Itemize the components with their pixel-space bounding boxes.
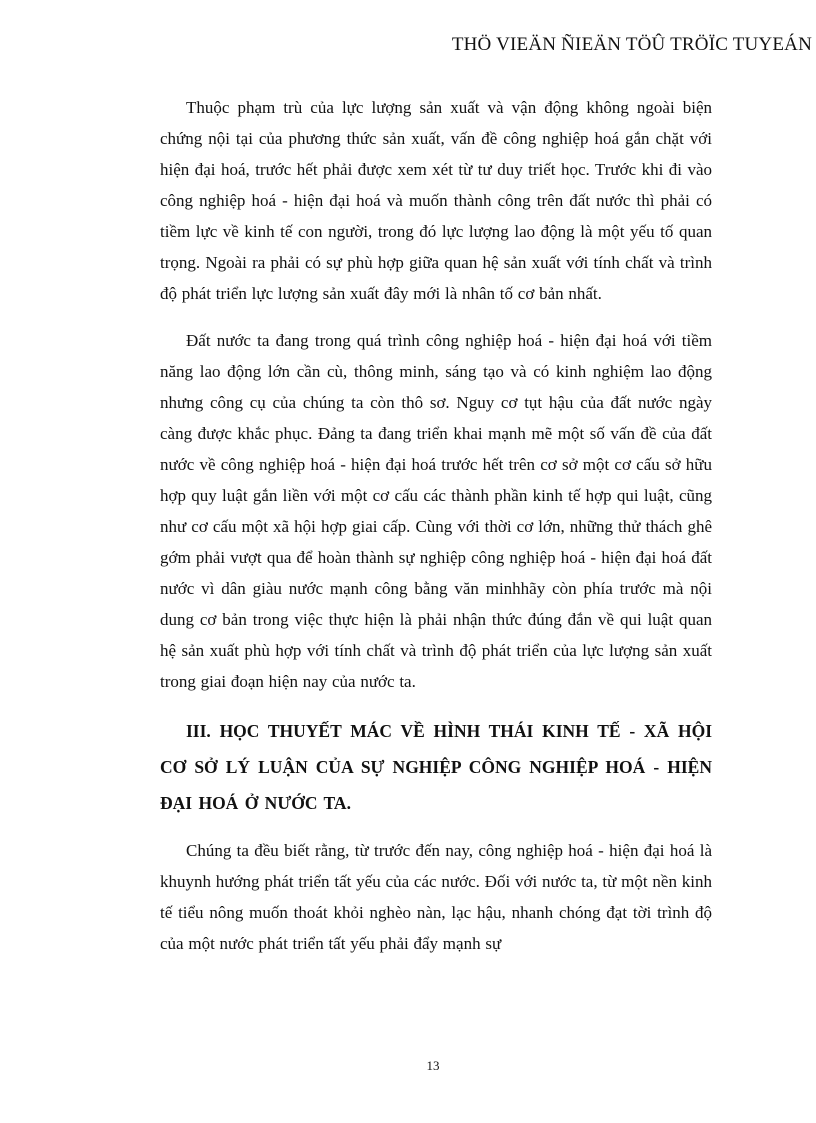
section-heading: III. HỌC THUYẾT MÁC VỀ HÌNH THÁI KINH TẾ - XÃ HỘI CƠ SỞ LÝ LUẬN CỦA SỰ NGHIỆP CÔNG NGHIỆP HOÁ - HIỆN ĐẠI HOÁ Ở NƯỚC TA.	[160, 721, 712, 813]
body-paragraph: Đất nước ta đang trong quá trình công nghiệp hoá - hiện đại hoá với tiềm năng lao động lớn cần cù, thông minh, sáng tạo và có kinh nghiệm lao động nhưng công cụ của chúng ta còn thô sơ. Nguy cơ tụt hậu của đất nước ngày càng được khắc phục. Đảng ta đang triển khai mạnh mẽ một số vấn đề của đất nước về công nghiệp hoá - hiện đại hoá trước hết trên cơ sở một cơ cấu sở hữu hợp quy luật gắn liền với một cơ cấu các thành phần kinh tế hợp qui luật, cũng như cơ cấu một xã hội hợp giai cấp. Cùng với thời cơ lớn, những thử thách ghê gớm phải vượt qua để hoàn thành sự nghiệp công nghiệp hoá - hiện đại hoá đất nước vì dân giàu nước mạnh công bằng văn minhhãy còn phía trước mà nội dung cơ bản trong việc thực hiện là phải nhận thức đúng đắn về qui luật quan hệ sản xuất phù hợp với tính chất và trình độ phát triển của lực lượng sản xuất trong giai đoạn hiện nay của nước ta.	[160, 331, 712, 691]
body-paragraph: Chúng ta đều biết rằng, từ trước đến nay, công nghiệp hoá - hiện đại hoá là khuynh hướng phát triển tất yếu của các nước. Đối với nước ta, từ một nền kinh tế tiểu nông muốn thoát khỏi nghèo nàn, lạc hậu, nhanh chóng đạt tời trình độ của một nước phát triển tất yếu phải đẩy mạnh sự	[160, 841, 712, 953]
page-header: THÖ VIEÄN ÑIEÄN TÖÛ TRÖÏC TUYEÁN	[451, 34, 812, 55]
page-number: 13	[426, 1058, 440, 1073]
page-body	[160, 92, 712, 975]
body-paragraph: Thuộc phạm trù của lực lượng sản xuất và vận động không ngoài biện chứng nội tại của phương thức sản xuất, vấn đề công nghiệp hoá gắn chặt với hiện đại hoá, trước hết phải được xem xét từ tư duy triết học. Trước khi đi vào công nghiệp hoá - hiện đại hoá và muốn thành công trên đất nước thì phải có tiềm lực về kinh tế con người, trong đó lực lượng lao động là một yếu tố quan trọng. Ngoài ra phải có sự phù hợp giữa quan hệ sản xuất với tính chất và trình độ phát triển lực lượng sản xuất đây mới là nhân tố cơ bản nhất.	[160, 98, 712, 303]
